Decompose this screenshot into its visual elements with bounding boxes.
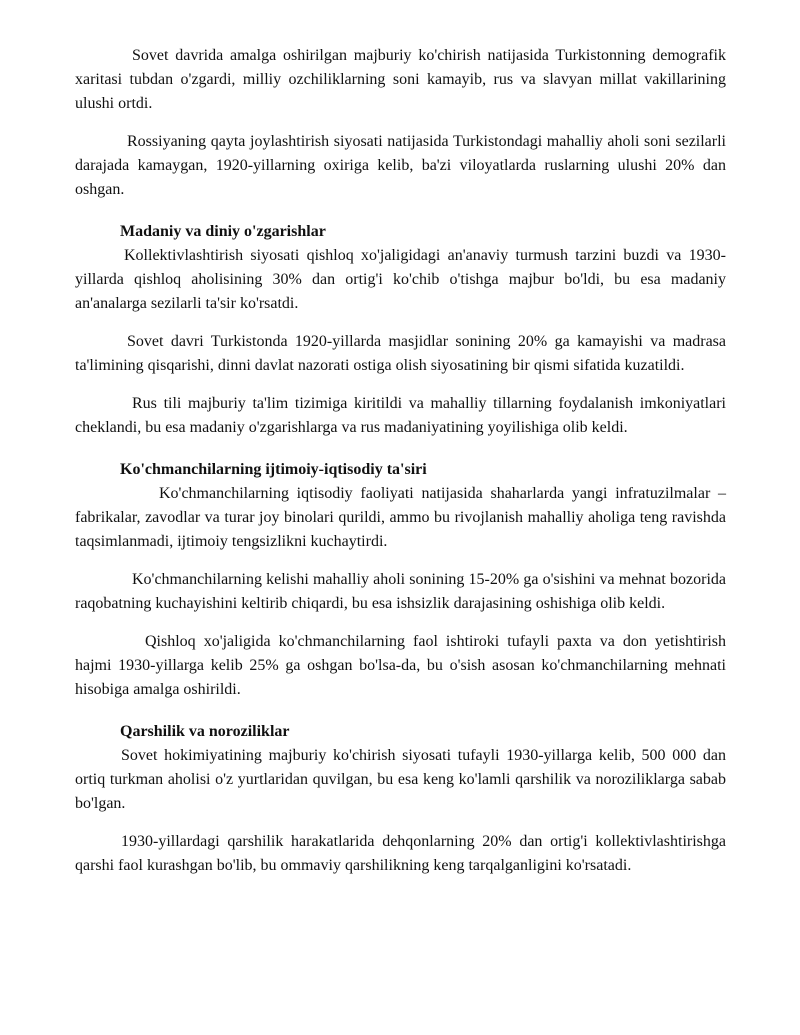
section-heading: Madaniy va diniy o'zgarishlar (120, 223, 326, 240)
section-resistance (75, 720, 726, 878)
section-heading: Qarshilik va noroziliklar (120, 723, 290, 740)
paragraph: Rossiyaning qayta joylashtirish siyosati natijasida Turkistondagi mahalliy aholi soni sezilarli darajada kamaygan, 1920-yillarning oxiriga kelib, ba'zi viloyatlarda ruslarning ulushi 20% dan oshgan. (75, 133, 726, 198)
paragraph: Kollektivlashtirish siyosati qishloq xo'jaligidagi an'anaviy turmush tarzini buzdi va 1930-yillarda qishloq aholisining 30% dan ortig'i ko'chib o'tishga majbur bo'ldi, bu esa madaniy an'analarga sezilarli ta'sir ko'rsatdi. (75, 247, 726, 312)
paragraph: Sovet davrida amalga oshirilgan majburiy ko'chirish natijasida Turkistonning demografik xaritasi tubdan o'zgardi, milliy ozchiliklarning soni kamayib, rus va slavyan millat vakillarining ulushi ortdi. (75, 47, 726, 112)
paragraph: Qishloq xo'jaligida ko'chmanchilarning faol ishtiroki tufayli paxta va don yetishtirish hajmi 1930-yillarga kelib 25% ga oshgan bo'lsa-da, bu o'sish asosan ko'chmanchilarning mehnati hisobiga amalga oshirildi. (75, 633, 726, 698)
section-demographics (75, 44, 726, 202)
section-socio-economic (75, 458, 726, 702)
paragraph: Sovet davri Turkistonda 1920-yillarda masjidlar sonining 20% ga kamayishi va madrasa ta'limining qisqarishi, dinni davlat nazorati ostiga olish siyosatining bir qismi sifatida kuzatildi. (75, 333, 726, 374)
section-heading: Ko'chmanchilarning ijtimoiy-iqtisodiy ta'siri (120, 461, 427, 478)
paragraph: Ko'chmanchilarning kelishi mahalliy aholi sonining 15-20% ga o'sishini va mehnat bozorida raqobatning kuchayishini keltirib chiqardi, bu esa ishsizlik darajasining oshishiga olib keldi. (75, 571, 726, 612)
paragraph: Rus tili majburiy ta'lim tizimiga kiritildi va mahalliy tillarning foydalanish imkoniyatlari cheklandi, bu esa madaniy o'zgarishlarga va rus madaniyatining yoyilishiga olib keldi. (75, 395, 726, 436)
paragraph: Sovet hokimiyatining majburiy ko'chirish siyosati tufayli 1930-yillarga kelib, 500 000 dan ortiq turkman aholisi o'z yurtlaridan quvilgan, bu esa keng ko'lamli qarshilik va noroziliklarga sabab bo'lgan. (75, 747, 726, 812)
section-cultural-religious (75, 220, 726, 440)
paragraph: Ko'chmanchilarning iqtisodiy faoliyati natijasida shaharlarda yangi infratuzilmalar – fabrikalar, zavodlar va turar joy binolari qurildi, ammo bu rivojlanish mahalliy aholiga teng ravishda taqsimlanmadi, ijtimoiy tengsizlikni kuchaytirdi. (75, 485, 726, 550)
paragraph: 1930-yillardagi qarshilik harakatlarida dehqonlarning 20% dan ortig'i kollektivlashtirishga qarshi faol kurashgan bo'lib, bu ommaviy qarshilikning keng tarqalganligini ko'rsatadi. (75, 833, 726, 874)
document-page (75, 44, 726, 892)
